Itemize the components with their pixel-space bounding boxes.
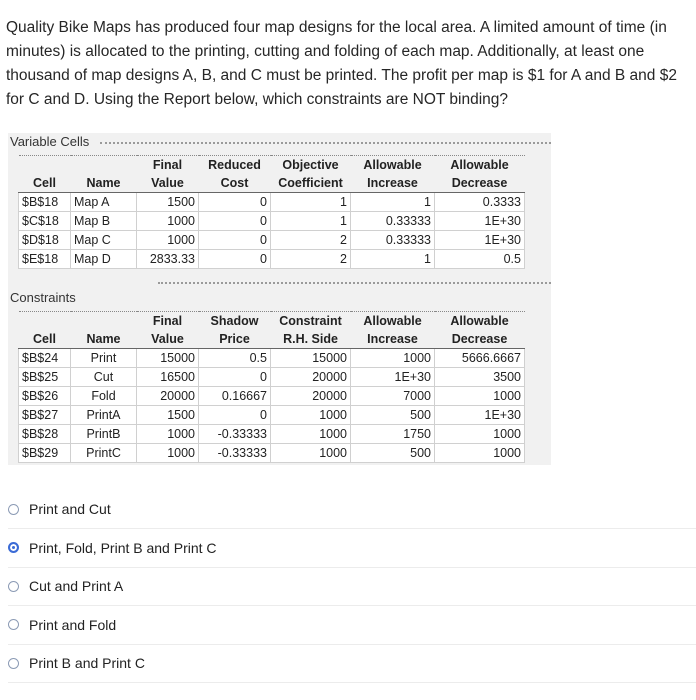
- answer-option-label: Print and Cut: [29, 501, 111, 517]
- column-header: Allowable: [435, 156, 525, 175]
- table-cell: 1E+30: [435, 406, 525, 425]
- table-cell: 5666.6667: [435, 349, 525, 368]
- column-header: Name: [71, 330, 137, 349]
- column-header: Cell: [19, 174, 71, 193]
- column-header: Constraint: [271, 312, 351, 331]
- column-header: Decrease: [435, 330, 525, 349]
- table-row: [19, 231, 525, 250]
- column-header: Value: [137, 174, 199, 193]
- column-header: Coefficient: [271, 174, 351, 193]
- table-cell: 1000: [435, 425, 525, 444]
- table-cell: 1000: [271, 425, 351, 444]
- table-cell: Map B: [71, 212, 137, 231]
- column-header: Value: [137, 330, 199, 349]
- table-cell: -0.33333: [199, 425, 271, 444]
- table-cell: 1750: [351, 425, 435, 444]
- constraints-table: [18, 311, 525, 463]
- answer-option[interactable]: [8, 529, 696, 568]
- table-cell: 0: [199, 212, 271, 231]
- answer-option[interactable]: [8, 606, 696, 645]
- table-cell: 1E+30: [435, 212, 525, 231]
- table-cell: 7000: [351, 387, 435, 406]
- table-cell: 1E+30: [435, 231, 525, 250]
- column-header: Reduced: [199, 156, 271, 175]
- table-cell: 1000: [137, 425, 199, 444]
- table-cell: 3500: [435, 368, 525, 387]
- table-cell: PrintB: [71, 425, 137, 444]
- constraints-title: Constraints: [10, 290, 76, 305]
- table-cell: 20000: [271, 387, 351, 406]
- table-cell: 20000: [137, 387, 199, 406]
- table-cell: $B$25: [19, 368, 71, 387]
- table-cell: $C$18: [19, 212, 71, 231]
- radio-unselected-icon[interactable]: [8, 581, 19, 592]
- table-cell: 1: [351, 193, 435, 212]
- table-row: [19, 349, 525, 368]
- table-cell: 1500: [137, 406, 199, 425]
- table-cell: 0.33333: [351, 212, 435, 231]
- column-header: Allowable: [351, 156, 435, 175]
- table-cell: 1000: [435, 387, 525, 406]
- table-cell: 1000: [137, 444, 199, 463]
- table-cell: 1000: [435, 444, 525, 463]
- table-cell: 0.33333: [351, 231, 435, 250]
- table-cell: 16500: [137, 368, 199, 387]
- sensitivity-report: [8, 133, 551, 465]
- table-cell: Print: [71, 349, 137, 368]
- column-header: Increase: [351, 174, 435, 193]
- column-header: R.H. Side: [271, 330, 351, 349]
- table-cell: 0.16667: [199, 387, 271, 406]
- table-cell: 0: [199, 406, 271, 425]
- column-header: [19, 312, 71, 331]
- table-cell: 0.3333: [435, 193, 525, 212]
- column-header: Objective: [271, 156, 351, 175]
- table-cell: 1E+30: [351, 368, 435, 387]
- table-cell: 0: [199, 368, 271, 387]
- table-cell: 1: [351, 250, 435, 269]
- table-cell: Cut: [71, 368, 137, 387]
- radio-selected-icon[interactable]: [8, 542, 19, 553]
- question-text: Quality Bike Maps has produced four map designs for the local area. A limited amount of time (in minutes) is allocated to the printing, cutting and folding of each map. Additionally, at least one thousand of map designs A, B, and C must be printed. The profit per map is $1 for A and B and $2 for C and D. Using the Report below, which constraints are NOT binding?: [6, 19, 677, 108]
- column-header: Allowable: [435, 312, 525, 331]
- table-cell: 0.5: [435, 250, 525, 269]
- table-cell: 1000: [137, 231, 199, 250]
- table-cell: -0.33333: [199, 444, 271, 463]
- column-header: Allowable: [351, 312, 435, 331]
- table-cell: 1500: [137, 193, 199, 212]
- table-cell: 15000: [271, 349, 351, 368]
- column-header: Final: [137, 156, 199, 175]
- section-divider: [100, 142, 551, 144]
- section-divider: [158, 282, 551, 284]
- table-cell: $B$29: [19, 444, 71, 463]
- radio-unselected-icon[interactable]: [8, 658, 19, 669]
- table-cell: PrintA: [71, 406, 137, 425]
- table-cell: 0: [199, 250, 271, 269]
- table-cell: 2833.33: [137, 250, 199, 269]
- table-cell: 0: [199, 231, 271, 250]
- table-cell: Map C: [71, 231, 137, 250]
- answer-option-label: Cut and Print A: [29, 578, 124, 594]
- answer-option[interactable]: [8, 567, 696, 606]
- table-cell: 1000: [271, 444, 351, 463]
- table-cell: Map A: [71, 193, 137, 212]
- column-header: Final: [137, 312, 199, 331]
- table-cell: $D$18: [19, 231, 71, 250]
- column-header: Price: [199, 330, 271, 349]
- table-cell: 1000: [271, 406, 351, 425]
- table-cell: $B$28: [19, 425, 71, 444]
- table-cell: 20000: [271, 368, 351, 387]
- table-cell: 0: [199, 193, 271, 212]
- variable-cells-table: [18, 155, 525, 269]
- table-row: [19, 444, 525, 463]
- table-row: [19, 406, 525, 425]
- table-row: [19, 425, 525, 444]
- column-header: [71, 156, 137, 175]
- column-header: Shadow: [199, 312, 271, 331]
- answer-option[interactable]: [8, 644, 696, 683]
- table-cell: 1000: [137, 212, 199, 231]
- table-cell: Map D: [71, 250, 137, 269]
- table-cell: 15000: [137, 349, 199, 368]
- variable-cells-title: Variable Cells: [10, 134, 90, 149]
- column-header: Increase: [351, 330, 435, 349]
- column-header: [19, 156, 71, 175]
- table-cell: 0.5: [199, 349, 271, 368]
- column-header: [71, 312, 137, 331]
- table-cell: $B$26: [19, 387, 71, 406]
- table-cell: 500: [351, 406, 435, 425]
- table-cell: PrintC: [71, 444, 137, 463]
- table-row: [19, 368, 525, 387]
- table-cell: $E$18: [19, 250, 71, 269]
- answer-option-label: Print and Fold: [29, 616, 117, 633]
- table-cell: 2: [271, 231, 351, 250]
- table-cell: $B$24: [19, 349, 71, 368]
- table-cell: 2: [271, 250, 351, 269]
- table-cell: 1: [271, 193, 351, 212]
- table-cell: 1000: [351, 349, 435, 368]
- table-cell: Fold: [71, 387, 137, 406]
- table-row: [19, 193, 525, 212]
- column-header: Name: [71, 174, 137, 193]
- column-header: Cost: [199, 174, 271, 193]
- radio-unselected-icon[interactable]: [8, 504, 19, 515]
- table-cell: 500: [351, 444, 435, 463]
- table-row: [19, 212, 525, 231]
- table-cell: $B$18: [19, 193, 71, 212]
- radio-unselected-icon[interactable]: [8, 619, 19, 630]
- answer-option-label: Print B and Print C: [29, 655, 145, 671]
- table-cell: 1: [271, 212, 351, 231]
- column-header: Decrease: [435, 174, 525, 193]
- table-row: [19, 250, 525, 269]
- table-row: [19, 387, 525, 406]
- answer-option[interactable]: [8, 490, 696, 529]
- table-cell: $B$27: [19, 406, 71, 425]
- column-header: Cell: [19, 330, 71, 349]
- answer-option-label: Print, Fold, Print B and Print C: [29, 539, 217, 556]
